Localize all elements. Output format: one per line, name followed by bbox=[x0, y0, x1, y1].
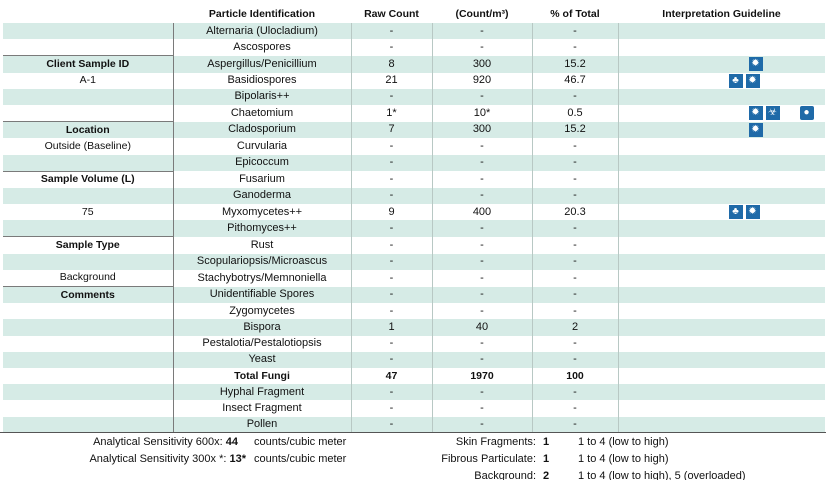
count-m3: - bbox=[432, 336, 532, 352]
count-m3: - bbox=[432, 155, 532, 172]
interpretation-cell bbox=[618, 254, 825, 270]
raw-count: - bbox=[351, 171, 432, 188]
count-m3: - bbox=[432, 417, 532, 433]
left-blank bbox=[3, 23, 173, 39]
left-blank bbox=[3, 105, 173, 122]
particle-name: Pestalotia/Pestalotiopsis bbox=[173, 336, 351, 352]
pct-total: - bbox=[532, 138, 618, 154]
pct-total: - bbox=[532, 287, 618, 304]
particle-name: Yeast bbox=[173, 352, 351, 368]
sun-burst-icon: ✹ bbox=[749, 106, 763, 120]
sens300-label: Analytical Sensitivity 300x *: bbox=[89, 453, 227, 465]
left-blank bbox=[3, 400, 173, 416]
left-blank bbox=[3, 336, 173, 352]
interpretation-cell bbox=[618, 417, 825, 433]
count-m3: 10* bbox=[432, 105, 532, 122]
table-row bbox=[3, 254, 825, 270]
table-row bbox=[3, 89, 825, 105]
sample-volume-label: Sample Volume (L) bbox=[3, 171, 173, 188]
comments-label: Comments bbox=[3, 287, 173, 304]
raw-count: - bbox=[351, 336, 432, 352]
table-row bbox=[3, 39, 825, 56]
count-m3: - bbox=[432, 287, 532, 304]
pct-total: 46.7 bbox=[532, 73, 618, 89]
pct-total: - bbox=[532, 270, 618, 287]
table-row bbox=[3, 138, 825, 154]
sens600-value: 44 bbox=[225, 436, 238, 448]
interpretation-cell bbox=[618, 56, 825, 73]
table-row bbox=[3, 237, 825, 254]
count-m3: 40 bbox=[432, 319, 532, 335]
particle-name: Unidentifiable Spores bbox=[173, 287, 351, 304]
location-label: Location bbox=[3, 122, 173, 139]
sun-burst-icon: ✹ bbox=[749, 123, 763, 137]
interpretation-cell bbox=[618, 220, 825, 237]
particle-name: Rust bbox=[173, 237, 351, 254]
particle-name: Basidiospores bbox=[173, 73, 351, 89]
left-blank bbox=[3, 89, 173, 105]
particle-name: Epicoccum bbox=[173, 155, 351, 172]
header-pct-total: % of Total bbox=[532, 5, 618, 23]
pct-total: - bbox=[532, 23, 618, 39]
pct-total: - bbox=[532, 384, 618, 400]
tree-icon: ♣ bbox=[729, 74, 743, 88]
client-sample-id-label: Client Sample ID bbox=[3, 56, 173, 73]
particle-name: Total Fungi bbox=[173, 368, 351, 384]
pct-total: 0.5 bbox=[532, 105, 618, 122]
table-row bbox=[3, 23, 825, 39]
pct-total: - bbox=[532, 417, 618, 433]
sens600-unit: counts/cubic meter bbox=[254, 436, 347, 448]
count-m3: - bbox=[432, 171, 532, 188]
raw-count: 8 bbox=[351, 56, 432, 73]
interp-icons bbox=[749, 123, 766, 137]
water-drop-icon: ● bbox=[800, 106, 814, 120]
interpretation-cell bbox=[618, 237, 825, 254]
raw-count: 9 bbox=[351, 204, 432, 220]
particle-name: Curvularia bbox=[173, 138, 351, 154]
particle-name: Pithomyces++ bbox=[173, 220, 351, 237]
background-value: 2 bbox=[543, 470, 550, 480]
left-blank bbox=[3, 254, 173, 270]
raw-count: 47 bbox=[351, 368, 432, 384]
sun-burst-icon: ✹ bbox=[749, 57, 763, 71]
particle-name: Hyphal Fragment bbox=[173, 384, 351, 400]
interpretation-cell bbox=[618, 319, 825, 335]
particle-name: Insect Fragment bbox=[173, 400, 351, 416]
pct-total: - bbox=[532, 171, 618, 188]
interpretation-cell bbox=[618, 23, 825, 39]
raw-count: - bbox=[351, 89, 432, 105]
interp-icons bbox=[749, 57, 766, 71]
header-particle: Particle Identification bbox=[173, 5, 351, 23]
table-row bbox=[3, 400, 825, 416]
pct-total: - bbox=[532, 89, 618, 105]
raw-count: - bbox=[351, 287, 432, 304]
particle-name: Myxomycetes++ bbox=[173, 204, 351, 220]
footer bbox=[0, 433, 826, 480]
particle-name: Ganoderma bbox=[173, 188, 351, 204]
header-count-m3: (Count/m³) bbox=[432, 5, 532, 23]
sens300-value: 13* bbox=[229, 453, 246, 465]
particle-name: Alternaria (Ulocladium) bbox=[173, 23, 351, 39]
sun-burst-icon: ✹ bbox=[746, 205, 760, 219]
left-blank bbox=[3, 303, 173, 319]
background-label: Background: bbox=[474, 470, 536, 480]
table-row bbox=[3, 220, 825, 237]
table-row bbox=[3, 384, 825, 400]
count-m3: - bbox=[432, 89, 532, 105]
count-m3: - bbox=[432, 270, 532, 287]
sens300-label-wrap bbox=[0, 453, 246, 465]
interpretation-cell bbox=[618, 336, 825, 352]
interpretation-cell bbox=[618, 204, 825, 220]
table-row bbox=[3, 73, 825, 89]
interpretation-cell bbox=[618, 368, 825, 384]
raw-count: 1 bbox=[351, 319, 432, 335]
raw-count: - bbox=[351, 237, 432, 254]
pct-total: 15.2 bbox=[532, 56, 618, 73]
raw-count: - bbox=[351, 155, 432, 172]
pct-total: 20.3 bbox=[532, 204, 618, 220]
interpretation-cell bbox=[618, 352, 825, 368]
interpretation-cell bbox=[618, 89, 825, 105]
sample-volume-value: 75 bbox=[3, 204, 173, 220]
pct-total: - bbox=[532, 188, 618, 204]
sens300-unit: counts/cubic meter bbox=[254, 453, 347, 465]
count-m3: - bbox=[432, 23, 532, 39]
header-raw-count: Raw Count bbox=[351, 5, 432, 23]
raw-count: - bbox=[351, 220, 432, 237]
particle-name: Fusarium bbox=[173, 171, 351, 188]
count-m3: - bbox=[432, 352, 532, 368]
count-m3: - bbox=[432, 39, 532, 56]
table-row bbox=[3, 270, 825, 287]
pct-total: - bbox=[532, 155, 618, 172]
interp-icons bbox=[729, 74, 763, 88]
particle-name: Bipolaris++ bbox=[173, 89, 351, 105]
table-row bbox=[3, 122, 825, 139]
background-scale: 1 to 4 (low to high), 5 (overloaded) bbox=[578, 470, 746, 480]
table-row bbox=[3, 287, 825, 304]
pct-total: 2 bbox=[532, 319, 618, 335]
sens600-label: Analytical Sensitivity 600x: bbox=[93, 436, 223, 448]
particle-name: Zygomycetes bbox=[173, 303, 351, 319]
left-blank bbox=[3, 352, 173, 368]
table-row bbox=[3, 352, 825, 368]
raw-count: - bbox=[351, 384, 432, 400]
raw-count: - bbox=[351, 254, 432, 270]
tree-icon: ♣ bbox=[729, 205, 743, 219]
interpretation-cell bbox=[618, 39, 825, 56]
header-blank bbox=[3, 5, 173, 23]
fibrous-scale: 1 to 4 (low to high) bbox=[578, 453, 669, 465]
table-row bbox=[3, 155, 825, 172]
raw-count: - bbox=[351, 188, 432, 204]
pct-total: - bbox=[532, 254, 618, 270]
raw-count: - bbox=[351, 417, 432, 433]
count-m3: - bbox=[432, 188, 532, 204]
interpretation-cell bbox=[618, 73, 825, 89]
particle-name: Bispora bbox=[173, 319, 351, 335]
fibrous-label: Fibrous Particulate: bbox=[441, 453, 536, 465]
table-row-total bbox=[3, 368, 825, 384]
pct-total: - bbox=[532, 400, 618, 416]
skin-label: Skin Fragments: bbox=[455, 436, 536, 448]
left-blank bbox=[3, 417, 173, 433]
count-m3: - bbox=[432, 237, 532, 254]
table-row bbox=[3, 56, 825, 73]
pct-total: - bbox=[532, 220, 618, 237]
count-m3: - bbox=[432, 220, 532, 237]
skin-scale: 1 to 4 (low to high) bbox=[578, 436, 669, 448]
table-row bbox=[3, 105, 825, 122]
pct-total: - bbox=[532, 237, 618, 254]
count-m3: - bbox=[432, 400, 532, 416]
interpretation-cell bbox=[618, 400, 825, 416]
raw-count: 7 bbox=[351, 122, 432, 139]
left-blank bbox=[3, 220, 173, 237]
fibrous-value: 1 bbox=[543, 453, 550, 465]
table-row bbox=[3, 303, 825, 319]
count-m3: 920 bbox=[432, 73, 532, 89]
left-blank bbox=[3, 319, 173, 335]
raw-count: 21 bbox=[351, 73, 432, 89]
skin-value: 1 bbox=[543, 436, 550, 448]
location-value: Outside (Baseline) bbox=[3, 138, 173, 154]
interpretation-cell bbox=[618, 384, 825, 400]
sample-type-value: Background bbox=[3, 270, 173, 287]
count-m3: 300 bbox=[432, 56, 532, 73]
count-m3: - bbox=[432, 303, 532, 319]
particle-name: Aspergillus/Penicillium bbox=[173, 56, 351, 73]
particle-name: Chaetomium bbox=[173, 105, 351, 122]
count-m3: - bbox=[432, 254, 532, 270]
raw-count: - bbox=[351, 270, 432, 287]
interp-icons bbox=[749, 106, 817, 120]
raw-count: - bbox=[351, 39, 432, 56]
header-interpretation: Interpretation Guideline bbox=[618, 5, 825, 23]
count-m3: - bbox=[432, 384, 532, 400]
pct-total: 100 bbox=[532, 368, 618, 384]
interpretation-cell bbox=[618, 171, 825, 188]
particle-name: Pollen bbox=[173, 417, 351, 433]
interp-icons bbox=[729, 205, 763, 219]
table-row bbox=[3, 171, 825, 188]
interpretation-cell bbox=[618, 303, 825, 319]
particle-name: Scopulariopsis/Microascus bbox=[173, 254, 351, 270]
pct-total: - bbox=[532, 336, 618, 352]
left-blank bbox=[3, 188, 173, 204]
left-blank bbox=[3, 39, 173, 56]
raw-count: - bbox=[351, 23, 432, 39]
table-row bbox=[3, 188, 825, 204]
pct-total: - bbox=[532, 352, 618, 368]
count-m3: - bbox=[432, 138, 532, 154]
raw-count: - bbox=[351, 138, 432, 154]
sun-burst-icon: ✹ bbox=[746, 74, 760, 88]
particle-name: Ascospores bbox=[173, 39, 351, 56]
interpretation-cell bbox=[618, 122, 825, 139]
interpretation-cell bbox=[618, 188, 825, 204]
pct-total: 15.2 bbox=[532, 122, 618, 139]
pct-total: - bbox=[532, 39, 618, 56]
raw-count: - bbox=[351, 352, 432, 368]
count-m3: 400 bbox=[432, 204, 532, 220]
interpretation-cell bbox=[618, 105, 825, 122]
particle-table bbox=[3, 5, 825, 433]
count-m3: 1970 bbox=[432, 368, 532, 384]
biohazard-icon: ☣ bbox=[766, 106, 780, 120]
table-row bbox=[3, 204, 825, 220]
raw-count: - bbox=[351, 400, 432, 416]
client-sample-id: A-1 bbox=[3, 73, 173, 89]
table-row bbox=[3, 319, 825, 335]
pct-total: - bbox=[532, 303, 618, 319]
count-m3: 300 bbox=[432, 122, 532, 139]
interpretation-cell bbox=[618, 270, 825, 287]
raw-count: 1* bbox=[351, 105, 432, 122]
left-blank bbox=[3, 155, 173, 172]
sens600-label-wrap bbox=[0, 436, 238, 448]
sample-type-label: Sample Type bbox=[3, 237, 173, 254]
particle-name: Cladosporium bbox=[173, 122, 351, 139]
left-blank bbox=[3, 384, 173, 400]
raw-count: - bbox=[351, 303, 432, 319]
interpretation-cell bbox=[618, 287, 825, 304]
particle-name: Stachybotrys/Memnoniella bbox=[173, 270, 351, 287]
table-row bbox=[3, 336, 825, 352]
left-blank bbox=[3, 368, 173, 384]
interpretation-cell bbox=[618, 155, 825, 172]
table-row bbox=[3, 417, 825, 433]
interpretation-cell bbox=[618, 138, 825, 154]
table-header-row bbox=[3, 5, 825, 23]
